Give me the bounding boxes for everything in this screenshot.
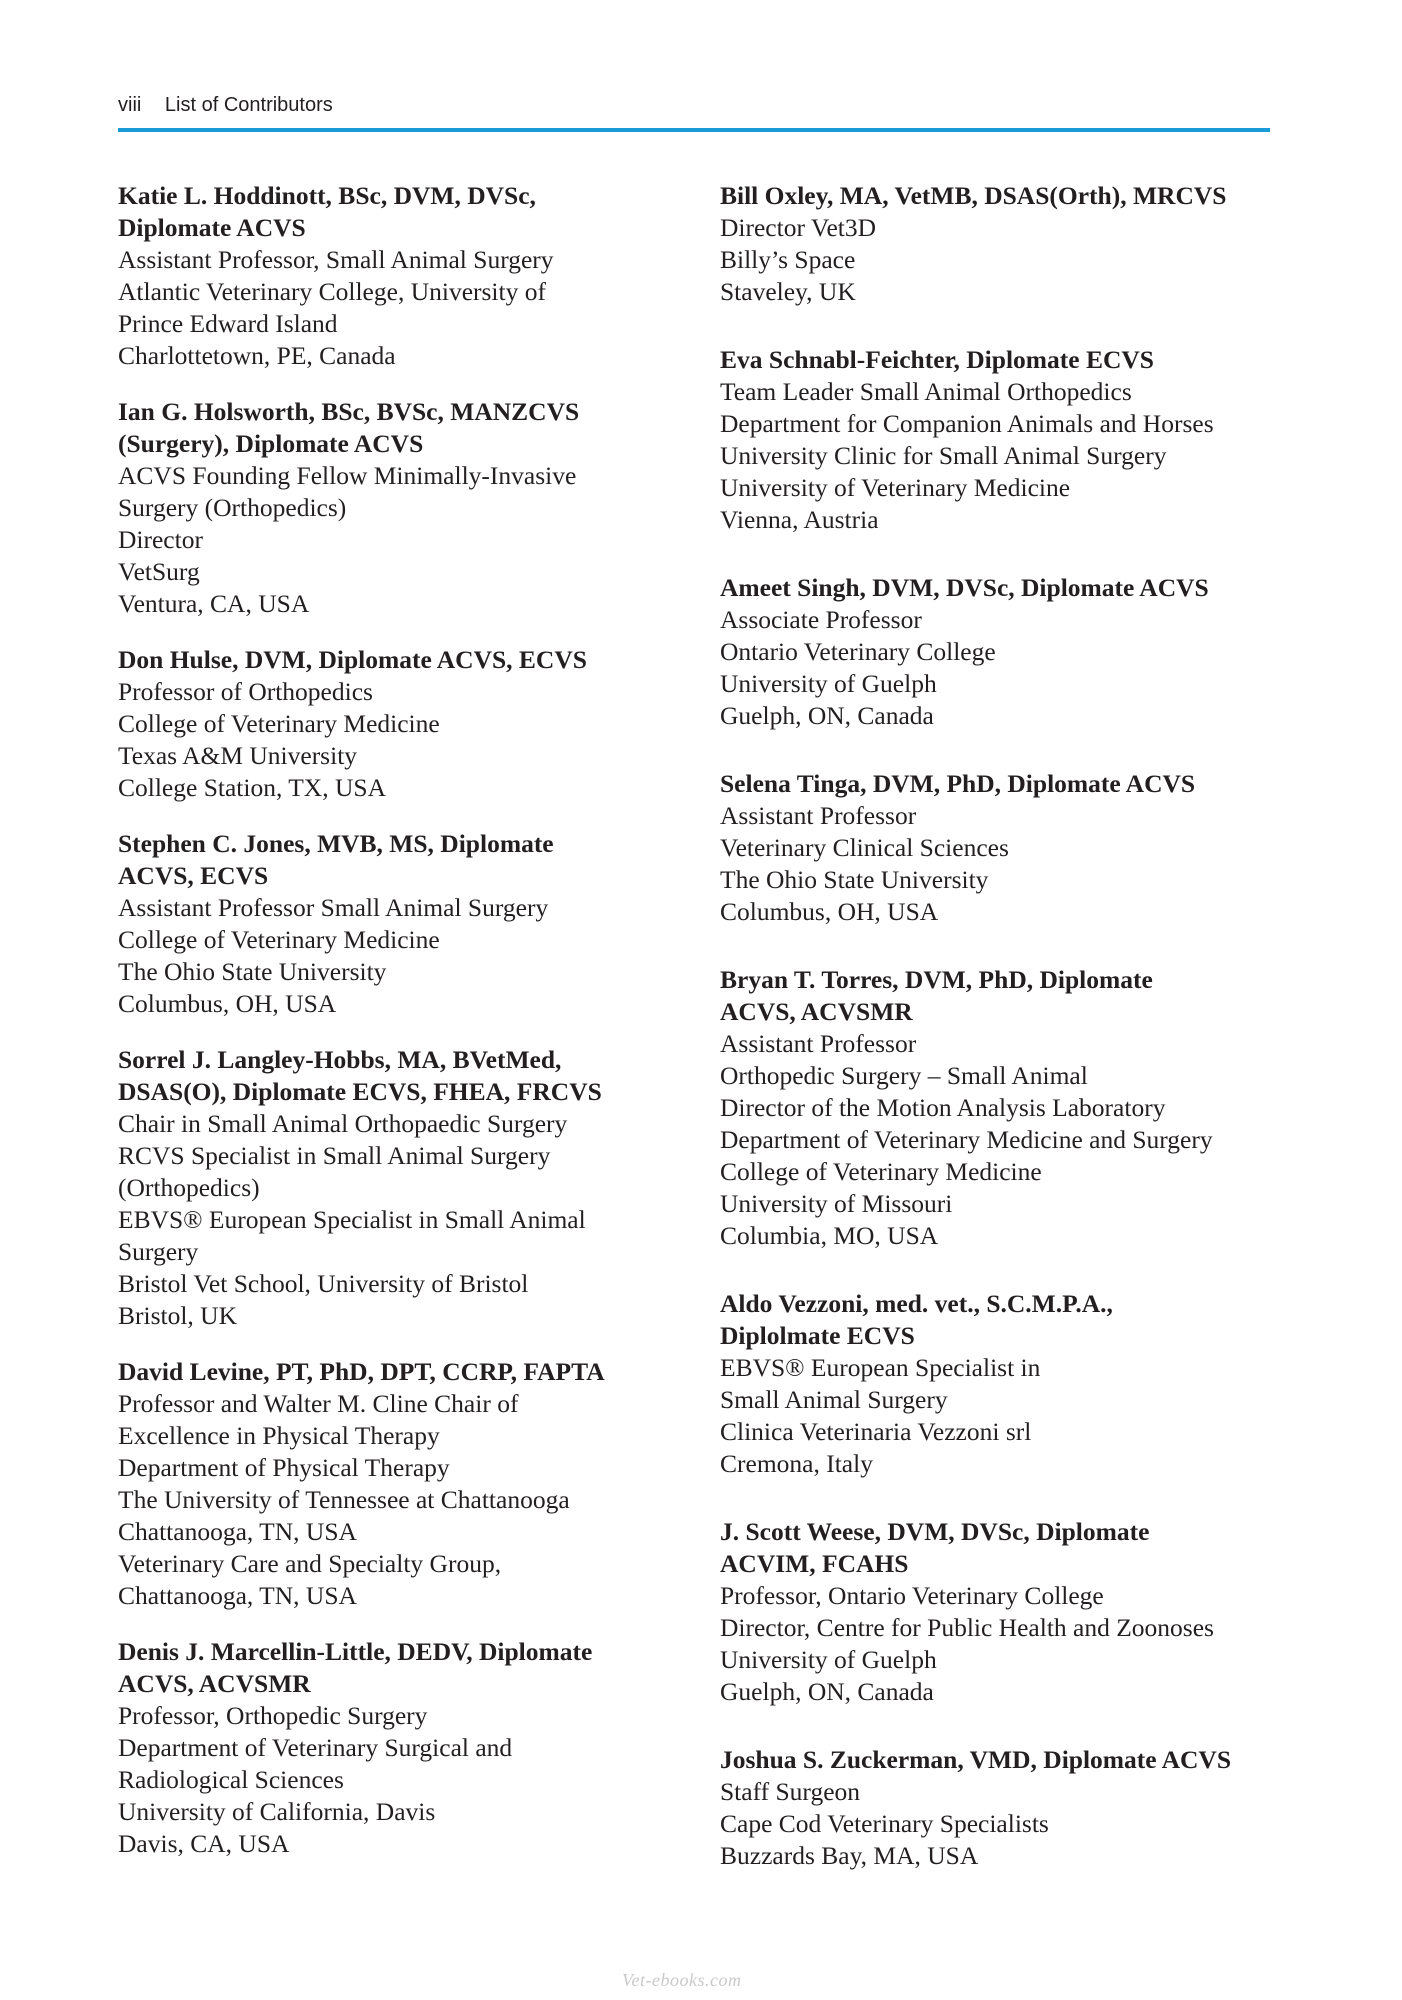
- contributor-entry: [118, 828, 678, 1020]
- affiliation-line: Associate Professor: [720, 605, 922, 634]
- contributor-name: Bill Oxley, MA, VetMB, DSAS(Orth), MRCVS: [720, 181, 1227, 210]
- contributor-name: ACVS, ECVS: [118, 861, 269, 890]
- contributor-entry: [720, 572, 1280, 732]
- affiliation-line: College of Veterinary Medicine: [118, 925, 440, 954]
- affiliation-line: College of Veterinary Medicine: [118, 709, 440, 738]
- contributor-name: Katie L. Hoddinott, BSc, DVM, DVSc,: [118, 181, 536, 210]
- affiliation-line: Assistant Professor, Small Animal Surgery: [118, 245, 554, 274]
- affiliation-line: Orthopedic Surgery – Small Animal: [720, 1061, 1088, 1090]
- contributor-entry: [720, 1744, 1280, 1872]
- contributor-name: Joshua S. Zuckerman, VMD, Diplomate ACVS: [720, 1745, 1231, 1774]
- affiliation-line: University of Veterinary Medicine: [720, 473, 1071, 502]
- contributor-name: Ian G. Holsworth, BSc, BVSc, MANZCVS: [118, 397, 580, 426]
- affiliation-line: Guelph, ON, Canada: [720, 701, 934, 730]
- header-rule: [118, 128, 1270, 132]
- contributor-name: Bryan T. Torres, DVM, PhD, Diplomate: [720, 965, 1153, 994]
- affiliation-line: Department of Physical Therapy: [118, 1453, 450, 1482]
- affiliation-line: ACVS Founding Fellow Minimally-Invasive: [118, 461, 577, 490]
- contributor-name: Selena Tinga, DVM, PhD, Diplomate ACVS: [720, 769, 1196, 798]
- affiliation-line: Guelph, ON, Canada: [720, 1677, 934, 1706]
- affiliation-line: University of California, Davis: [118, 1797, 436, 1826]
- affiliation-line: Director: [118, 525, 203, 554]
- affiliation-line: Billy’s Space: [720, 245, 856, 274]
- affiliation-line: Ventura, CA, USA: [118, 589, 310, 618]
- contributor-entry: [720, 1516, 1280, 1708]
- contributor-entry: [118, 396, 678, 620]
- affiliation-line: Bristol Vet School, University of Bristol: [118, 1269, 529, 1298]
- affiliation-line: Davis, CA, USA: [118, 1829, 290, 1858]
- affiliation-line: Department of Veterinary Medicine and Surgery: [720, 1125, 1213, 1154]
- affiliation-line: Buzzards Bay, MA, USA: [720, 1841, 979, 1870]
- affiliation-line: Cremona, Italy: [720, 1449, 873, 1478]
- left-column: [118, 180, 678, 1860]
- affiliation-line: Veterinary Care and Specialty Group,: [118, 1549, 502, 1578]
- contributor-entry: [720, 1288, 1280, 1480]
- affiliation-line: RCVS Specialist in Small Animal Surgery: [118, 1141, 551, 1170]
- affiliation-line: Staveley, UK: [720, 277, 856, 306]
- affiliation-line: Texas A&M University: [118, 741, 358, 770]
- affiliation-line: Veterinary Clinical Sciences: [720, 833, 1009, 862]
- contributor-name: Aldo Vezzoni, med. vet., S.C.M.P.A.,: [720, 1289, 1113, 1318]
- watermark: Vet-ebooks.com: [622, 1970, 742, 1990]
- affiliation-line: Columbus, OH, USA: [118, 989, 337, 1018]
- affiliation-line: Atlantic Veterinary College, University of: [118, 277, 546, 306]
- affiliation-line: Assistant Professor: [720, 1029, 917, 1058]
- affiliation-line: Professor, Ontario Veterinary College: [720, 1581, 1104, 1610]
- affiliation-line: Columbia, MO, USA: [720, 1221, 939, 1250]
- affiliation-line: Assistant Professor: [720, 801, 917, 830]
- affiliation-line: Charlottetown, PE, Canada: [118, 341, 396, 370]
- affiliation-line: Department for Companion Animals and Horses: [720, 409, 1214, 438]
- affiliation-line: Clinica Veterinaria Vezzoni srl: [720, 1417, 1032, 1446]
- affiliation-line: University of Guelph: [720, 669, 937, 698]
- contributor-entry: [720, 964, 1280, 1252]
- contributor-entry: [118, 1044, 678, 1332]
- affiliation-line: Assistant Professor Small Animal Surgery: [118, 893, 549, 922]
- affiliation-line: Professor and Walter M. Cline Chair of: [118, 1389, 519, 1418]
- affiliation-line: The Ohio State University: [118, 957, 387, 986]
- contributor-name: Ameet Singh, DVM, DVSc, Diplomate ACVS: [720, 573, 1209, 602]
- affiliation-line: Radiological Sciences: [118, 1765, 344, 1794]
- contributor-name: J. Scott Weese, DVM, DVSc, Diplomate: [720, 1517, 1150, 1546]
- affiliation-line: EBVS® European Specialist in: [720, 1353, 1041, 1382]
- contributor-entry: [118, 1636, 678, 1860]
- contributor-name: (Surgery), Diplomate ACVS: [118, 429, 424, 458]
- affiliation-line: University of Guelph: [720, 1645, 937, 1674]
- affiliation-line: Staff Surgeon: [720, 1777, 861, 1806]
- affiliation-line: Director, Centre for Public Health and Zoonoses: [720, 1613, 1214, 1642]
- contributor-entry: [118, 180, 678, 372]
- affiliation-line: Prince Edward Island: [118, 309, 338, 338]
- affiliation-line: Surgery: [118, 1237, 199, 1266]
- contributor-name: David Levine, PT, PhD, DPT, CCRP, FAPTA: [118, 1357, 605, 1386]
- affiliation-line: Ontario Veterinary College: [720, 637, 996, 666]
- affiliation-line: Vienna, Austria: [720, 505, 879, 534]
- affiliation-line: Chattanooga, TN, USA: [118, 1517, 357, 1546]
- affiliation-line: Small Animal Surgery: [720, 1385, 948, 1414]
- contributor-entry: [118, 644, 678, 804]
- contributor-name: Denis J. Marcellin-Little, DEDV, Diplomate: [118, 1637, 593, 1666]
- affiliation-line: VetSurg: [118, 557, 200, 586]
- affiliation-line: College of Veterinary Medicine: [720, 1157, 1042, 1186]
- running-header: [118, 94, 1270, 117]
- contributor-name: ACVS, ACVSMR: [720, 997, 913, 1026]
- contributor-entry: [720, 344, 1280, 536]
- affiliation-line: EBVS® European Specialist in Small Animal: [118, 1205, 586, 1234]
- contributor-name: Diplolmate ECVS: [720, 1321, 915, 1350]
- contributor-name: Don Hulse, DVM, Diplomate ACVS, ECVS: [118, 645, 587, 674]
- affiliation-line: Team Leader Small Animal Orthopedics: [720, 377, 1132, 406]
- affiliation-line: Cape Cod Veterinary Specialists: [720, 1809, 1049, 1838]
- affiliation-line: Professor of Orthopedics: [118, 677, 373, 706]
- contributor-entry: [720, 768, 1280, 928]
- affiliation-line: College Station, TX, USA: [118, 773, 386, 802]
- contributor-name: ACVS, ACVSMR: [118, 1669, 311, 1698]
- contributor-name: Stephen C. Jones, MVB, MS, Diplomate: [118, 829, 554, 858]
- affiliation-line: (Orthopedics): [118, 1173, 260, 1202]
- affiliation-line: Columbus, OH, USA: [720, 897, 939, 926]
- affiliation-line: Surgery (Orthopedics): [118, 493, 347, 522]
- contributor-name: Diplomate ACVS: [118, 213, 306, 242]
- affiliation-line: Chair in Small Animal Orthopaedic Surgery: [118, 1109, 568, 1138]
- affiliation-line: Department of Veterinary Surgical and: [118, 1733, 513, 1762]
- contributor-entry: [720, 180, 1280, 308]
- contributor-name: Eva Schnabl-Feichter, Diplomate ECVS: [720, 345, 1154, 374]
- right-column: [720, 180, 1280, 1872]
- contributor-entry: [118, 1356, 678, 1612]
- header-title: List of Contributors: [164, 94, 333, 116]
- affiliation-line: Excellence in Physical Therapy: [118, 1421, 440, 1450]
- affiliation-line: The University of Tennessee at Chattanooga: [118, 1485, 570, 1514]
- affiliation-line: University of Missouri: [720, 1189, 953, 1218]
- affiliation-line: Bristol, UK: [118, 1301, 238, 1330]
- affiliation-line: Chattanooga, TN, USA: [118, 1581, 357, 1610]
- affiliation-line: The Ohio State University: [720, 865, 989, 894]
- contributor-name: DSAS(O), Diplomate ECVS, FHEA, FRCVS: [118, 1077, 602, 1106]
- affiliation-line: Director of the Motion Analysis Laboratory: [720, 1093, 1166, 1122]
- contributor-name: Sorrel J. Langley-Hobbs, MA, BVetMed,: [118, 1045, 562, 1074]
- affiliation-line: Professor, Orthopedic Surgery: [118, 1701, 428, 1730]
- page-number: viii: [118, 94, 142, 116]
- affiliation-line: Director Vet3D: [720, 213, 877, 242]
- contributor-name: ACVIM, FCAHS: [720, 1549, 909, 1578]
- affiliation-line: University Clinic for Small Animal Surgery: [720, 441, 1167, 470]
